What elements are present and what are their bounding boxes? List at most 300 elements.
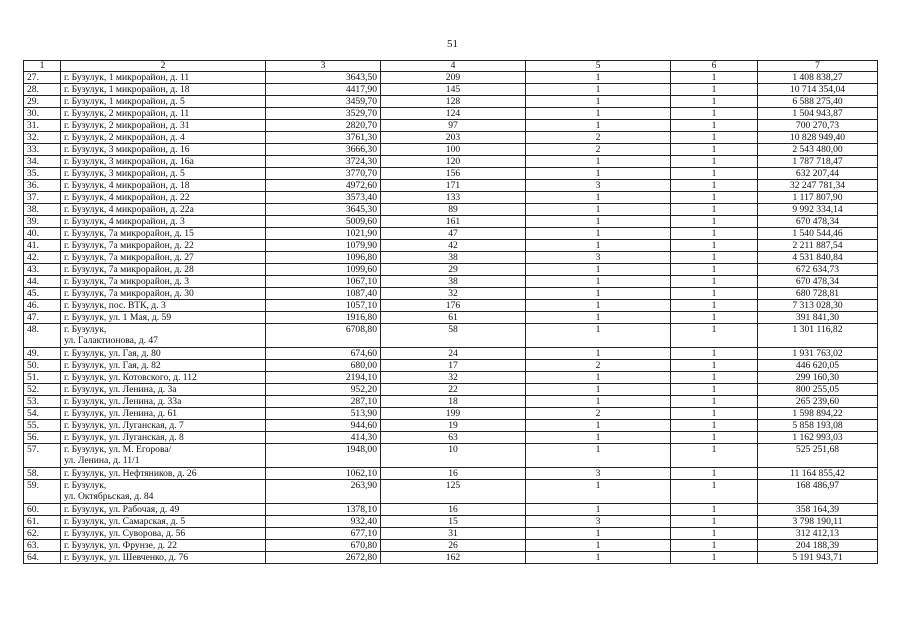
address-line: г. Бузулук, 4 микрорайон, д. 22 xyxy=(64,192,190,203)
column5-cell: 1 xyxy=(526,204,671,216)
address-cell xyxy=(61,72,266,84)
column6-cell: 1 xyxy=(671,96,758,108)
address-cell xyxy=(61,192,266,204)
address-line: г. Бузулук, ул. 1 Мая, д. 59 xyxy=(64,312,172,323)
cost-cell: 5 191 943,71 xyxy=(758,552,878,564)
area-cell: 3573,40 xyxy=(266,192,381,204)
table-row xyxy=(24,276,878,288)
column6-cell: 1 xyxy=(671,444,758,468)
column6-cell: 1 xyxy=(671,144,758,156)
column6-cell: 1 xyxy=(671,108,758,120)
count-cell: 47 xyxy=(381,228,526,240)
table-row xyxy=(24,504,878,516)
area-cell: 2194,10 xyxy=(266,372,381,384)
table-row xyxy=(24,84,878,96)
column6-cell: 1 xyxy=(671,216,758,228)
row-number-cell: 53. xyxy=(24,396,61,408)
address-line: г. Бузулук, ул. Шевченко, д. 76 xyxy=(64,552,189,563)
row-number-cell: 35. xyxy=(24,168,61,180)
row-number-cell: 27. xyxy=(24,72,61,84)
column5-cell: 1 xyxy=(526,444,671,468)
area-cell: 5009,60 xyxy=(266,216,381,228)
column6-cell: 1 xyxy=(671,408,758,420)
row-number-cell: 28. xyxy=(24,84,61,96)
area-cell: 952,20 xyxy=(266,384,381,396)
area-cell: 1378,10 xyxy=(266,504,381,516)
table-row xyxy=(24,108,878,120)
row-number-cell: 30. xyxy=(24,108,61,120)
cost-cell: 10 714 354,04 xyxy=(758,84,878,96)
table-row xyxy=(24,468,878,480)
address-line: г. Бузулук, 2 микрорайон, д. 4 xyxy=(64,132,185,143)
row-number-cell: 61. xyxy=(24,516,61,528)
address-line: г. Бузулук, 1 микрорайон, д. 11 xyxy=(64,72,190,83)
cost-cell: 265 239,60 xyxy=(758,396,878,408)
area-cell: 670,80 xyxy=(266,540,381,552)
address-cell xyxy=(61,540,266,552)
area-cell: 3761,30 xyxy=(266,132,381,144)
cost-cell: 1 301 116,82 xyxy=(758,324,878,348)
column5-cell: 3 xyxy=(526,468,671,480)
column5-cell: 1 xyxy=(526,168,671,180)
address-line: ул. Октябрьская, д. 84 xyxy=(64,491,154,502)
area-cell: 680,00 xyxy=(266,360,381,372)
column5-cell: 1 xyxy=(526,552,671,564)
address-cell xyxy=(61,408,266,420)
address-line: г. Бузулук, ул. М. Егорова/ xyxy=(64,444,172,455)
column5-cell: 3 xyxy=(526,516,671,528)
area-cell: 287,10 xyxy=(266,396,381,408)
column6-cell: 1 xyxy=(671,312,758,324)
address-line: г. Бузулук, 1 микрорайон, д. 18 xyxy=(64,84,190,95)
table-row xyxy=(24,324,878,348)
cost-cell: 1 931 763,02 xyxy=(758,348,878,360)
count-cell: 176 xyxy=(381,300,526,312)
column6-cell: 1 xyxy=(671,552,758,564)
area-cell: 1062,10 xyxy=(266,468,381,480)
address-line: г. Бузулук, ул. Фрунзе, д. 22 xyxy=(64,540,177,551)
column6-cell: 1 xyxy=(671,420,758,432)
address-cell xyxy=(61,288,266,300)
address-line: г. Бузулук, ул. Ленина, д. 3а xyxy=(64,384,177,395)
row-number-cell: 33. xyxy=(24,144,61,156)
column6-cell: 1 xyxy=(671,132,758,144)
column6-cell: 1 xyxy=(671,72,758,84)
cost-cell: 391 841,30 xyxy=(758,312,878,324)
address-cell xyxy=(61,240,266,252)
table-row xyxy=(24,384,878,396)
column6-cell: 1 xyxy=(671,480,758,504)
column-header: 1 xyxy=(24,61,61,72)
row-number-cell: 54. xyxy=(24,408,61,420)
area-cell: 677,10 xyxy=(266,528,381,540)
table-row xyxy=(24,480,878,504)
column6-cell: 1 xyxy=(671,300,758,312)
column5-cell: 2 xyxy=(526,360,671,372)
column5-cell: 2 xyxy=(526,144,671,156)
row-number-cell: 32. xyxy=(24,132,61,144)
address-line: г. Бузулук, 7а микрорайон, д. 3 xyxy=(64,276,190,287)
column5-cell: 1 xyxy=(526,432,671,444)
count-cell: 38 xyxy=(381,252,526,264)
table-row xyxy=(24,516,878,528)
row-number-cell: 60. xyxy=(24,504,61,516)
area-cell: 3770,70 xyxy=(266,168,381,180)
address-cell xyxy=(61,360,266,372)
area-cell: 1948,00 xyxy=(266,444,381,468)
housing-registry-table xyxy=(23,60,878,564)
cost-cell: 7 313 028,30 xyxy=(758,300,878,312)
address-line: г. Бузулук, 3 микрорайон, д. 16 xyxy=(64,144,190,155)
cost-cell: 312 412,13 xyxy=(758,528,878,540)
area-cell: 944,60 xyxy=(266,420,381,432)
address-cell xyxy=(61,384,266,396)
row-number-cell: 56. xyxy=(24,432,61,444)
cost-cell: 670 478,34 xyxy=(758,216,878,228)
address-line: г. Бузулук, 4 микрорайон, д. 18 xyxy=(64,180,190,191)
address-cell xyxy=(61,348,266,360)
column6-cell: 1 xyxy=(671,396,758,408)
column6-cell: 1 xyxy=(671,324,758,348)
count-cell: 100 xyxy=(381,144,526,156)
address-line: г. Бузулук, ул. Нефтяников, д. 26 xyxy=(64,468,197,479)
column5-cell: 1 xyxy=(526,156,671,168)
address-line: г. Бузулук, ул. Ленина, д. 33а xyxy=(64,396,182,407)
count-cell: 31 xyxy=(381,528,526,540)
count-cell: 156 xyxy=(381,168,526,180)
table-row xyxy=(24,552,878,564)
address-line: г. Бузулук, 4 микрорайон, д. 22а xyxy=(64,204,194,215)
address-line: г. Бузулук, ул. Ленина, д. 61 xyxy=(64,408,178,419)
column5-cell: 1 xyxy=(526,108,671,120)
address-line: г. Бузулук, 7а микрорайон, д. 27 xyxy=(64,252,194,263)
address-line: г. Бузулук, ул. Гая, д. 82 xyxy=(64,360,161,371)
address-cell xyxy=(61,204,266,216)
table-row xyxy=(24,360,878,372)
count-cell: 18 xyxy=(381,396,526,408)
column6-cell: 1 xyxy=(671,432,758,444)
address-cell xyxy=(61,432,266,444)
column5-cell: 1 xyxy=(526,504,671,516)
address-cell xyxy=(61,228,266,240)
address-cell xyxy=(61,156,266,168)
count-cell: 15 xyxy=(381,516,526,528)
cost-cell: 446 620,05 xyxy=(758,360,878,372)
address-cell xyxy=(61,120,266,132)
cost-cell: 2 211 887,54 xyxy=(758,240,878,252)
table-row xyxy=(24,168,878,180)
address-line: г. Бузулук, ул. Котовского, д. 112 xyxy=(64,372,197,383)
column6-cell: 1 xyxy=(671,468,758,480)
table-row xyxy=(24,372,878,384)
area-cell: 6708,80 xyxy=(266,324,381,348)
address-cell xyxy=(61,516,266,528)
column6-cell: 1 xyxy=(671,252,758,264)
column5-cell: 1 xyxy=(526,348,671,360)
area-cell: 513,90 xyxy=(266,408,381,420)
cost-cell: 3 798 190,11 xyxy=(758,516,878,528)
area-cell: 1096,80 xyxy=(266,252,381,264)
address-line: г. Бузулук, ул. Суворова, д. 56 xyxy=(64,528,186,539)
address-cell xyxy=(61,96,266,108)
column6-cell: 1 xyxy=(671,528,758,540)
table-row xyxy=(24,120,878,132)
table-row xyxy=(24,408,878,420)
count-cell: 124 xyxy=(381,108,526,120)
address-cell xyxy=(61,552,266,564)
column6-cell: 1 xyxy=(671,360,758,372)
area-cell: 1099,60 xyxy=(266,264,381,276)
column5-cell: 1 xyxy=(526,528,671,540)
row-number-cell: 57. xyxy=(24,444,61,468)
cost-cell: 680 728,81 xyxy=(758,288,878,300)
table-row xyxy=(24,264,878,276)
column6-cell: 1 xyxy=(671,120,758,132)
address-line: г. Бузулук, 7а микрорайон, д. 30 xyxy=(64,288,194,299)
count-cell: 32 xyxy=(381,288,526,300)
column-header: 7 xyxy=(758,61,878,72)
address-cell xyxy=(61,264,266,276)
count-cell: 61 xyxy=(381,312,526,324)
column6-cell: 1 xyxy=(671,372,758,384)
table-row xyxy=(24,204,878,216)
table-row xyxy=(24,180,878,192)
count-cell: 26 xyxy=(381,540,526,552)
row-number-cell: 46. xyxy=(24,300,61,312)
address-line: г. Бузулук, 7а микрорайон, д. 28 xyxy=(64,264,194,275)
column6-cell: 1 xyxy=(671,84,758,96)
address-line: г. Бузулук, 1 микрорайон, д. 5 xyxy=(64,96,185,107)
column6-cell: 1 xyxy=(671,348,758,360)
column5-cell: 1 xyxy=(526,120,671,132)
row-number-cell: 58. xyxy=(24,468,61,480)
cost-cell: 6 588 275,40 xyxy=(758,96,878,108)
address-cell xyxy=(61,108,266,120)
count-cell: 16 xyxy=(381,504,526,516)
address-cell xyxy=(61,504,266,516)
column5-cell: 1 xyxy=(526,312,671,324)
address-line: г. Бузулук, ул. Самарская, д. 5 xyxy=(64,516,186,527)
address-line: г. Бузулук, xyxy=(64,480,107,491)
column5-cell: 1 xyxy=(526,372,671,384)
row-number-cell: 41. xyxy=(24,240,61,252)
address-cell xyxy=(61,180,266,192)
column6-cell: 1 xyxy=(671,288,758,300)
table-row xyxy=(24,96,878,108)
cost-cell: 299 160,30 xyxy=(758,372,878,384)
count-cell: 24 xyxy=(381,348,526,360)
count-cell: 16 xyxy=(381,468,526,480)
column5-cell: 1 xyxy=(526,216,671,228)
column-header: 6 xyxy=(671,61,758,72)
row-number-cell: 55. xyxy=(24,420,61,432)
address-cell xyxy=(61,252,266,264)
area-cell: 1057,10 xyxy=(266,300,381,312)
area-cell: 3643,50 xyxy=(266,72,381,84)
row-number-cell: 42. xyxy=(24,252,61,264)
address-line: г. Бузулук, 7а микрорайон, д. 22 xyxy=(64,240,194,251)
cost-cell: 1 787 718,47 xyxy=(758,156,878,168)
area-cell: 4972,60 xyxy=(266,180,381,192)
cost-cell: 5 858 193,08 xyxy=(758,420,878,432)
column6-cell: 1 xyxy=(671,180,758,192)
table-row xyxy=(24,312,878,324)
count-cell: 42 xyxy=(381,240,526,252)
column5-cell: 1 xyxy=(526,192,671,204)
cost-cell: 168 486,97 xyxy=(758,480,878,504)
cost-cell: 1 408 838,27 xyxy=(758,72,878,84)
area-cell: 674,60 xyxy=(266,348,381,360)
address-line: г. Бузулук, ул. Рабочая, д. 49 xyxy=(64,504,180,515)
address-cell xyxy=(61,468,266,480)
table-row xyxy=(24,228,878,240)
address-cell xyxy=(61,480,266,504)
column6-cell: 1 xyxy=(671,156,758,168)
column5-cell: 1 xyxy=(526,300,671,312)
column5-cell: 1 xyxy=(526,288,671,300)
row-number-cell: 50. xyxy=(24,360,61,372)
address-line: ул. Ленина, д. 11/1 xyxy=(64,455,140,466)
address-cell xyxy=(61,132,266,144)
area-cell: 2672,80 xyxy=(266,552,381,564)
cost-cell: 1 504 943,87 xyxy=(758,108,878,120)
column6-cell: 1 xyxy=(671,192,758,204)
table-row xyxy=(24,420,878,432)
table-row xyxy=(24,132,878,144)
table-row xyxy=(24,540,878,552)
count-cell: 58 xyxy=(381,324,526,348)
count-cell: 29 xyxy=(381,264,526,276)
column5-cell: 1 xyxy=(526,84,671,96)
address-cell xyxy=(61,528,266,540)
column6-cell: 1 xyxy=(671,540,758,552)
area-cell: 1079,90 xyxy=(266,240,381,252)
column-header: 4 xyxy=(381,61,526,72)
column6-cell: 1 xyxy=(671,240,758,252)
area-cell: 3666,30 xyxy=(266,144,381,156)
column5-cell: 3 xyxy=(526,180,671,192)
area-cell: 1087,40 xyxy=(266,288,381,300)
count-cell: 32 xyxy=(381,372,526,384)
column5-cell: 1 xyxy=(526,72,671,84)
column5-cell: 1 xyxy=(526,396,671,408)
area-cell: 1916,80 xyxy=(266,312,381,324)
column5-cell: 2 xyxy=(526,132,671,144)
count-cell: 120 xyxy=(381,156,526,168)
row-number-cell: 49. xyxy=(24,348,61,360)
area-cell: 3645,30 xyxy=(266,204,381,216)
area-cell: 3459,70 xyxy=(266,96,381,108)
cost-cell: 4 531 840,84 xyxy=(758,252,878,264)
column6-cell: 1 xyxy=(671,264,758,276)
address-cell xyxy=(61,324,266,348)
cost-cell: 204 188,39 xyxy=(758,540,878,552)
cost-cell: 672 634,73 xyxy=(758,264,878,276)
cost-cell: 800 255,05 xyxy=(758,384,878,396)
column6-cell: 1 xyxy=(671,504,758,516)
count-cell: 133 xyxy=(381,192,526,204)
column5-cell: 1 xyxy=(526,264,671,276)
cost-cell: 1 117 807,90 xyxy=(758,192,878,204)
column-header: 5 xyxy=(526,61,671,72)
column5-cell: 1 xyxy=(526,324,671,348)
address-line: ул. Галактионова, д. 47 xyxy=(64,335,158,346)
cost-cell: 525 251,68 xyxy=(758,444,878,468)
row-number-cell: 62. xyxy=(24,528,61,540)
count-cell: 89 xyxy=(381,204,526,216)
row-number-cell: 44. xyxy=(24,276,61,288)
area-cell: 3724,30 xyxy=(266,156,381,168)
address-line: г. Бузулук, 7а микрорайон, д. 15 xyxy=(64,228,194,239)
table-row xyxy=(24,396,878,408)
count-cell: 171 xyxy=(381,180,526,192)
address-line: г. Бузулук, ул. Луганская, д. 8 xyxy=(64,432,184,443)
table-row xyxy=(24,444,878,468)
table-row xyxy=(24,216,878,228)
address-cell xyxy=(61,372,266,384)
row-number-cell: 48. xyxy=(24,324,61,348)
address-cell xyxy=(61,84,266,96)
address-cell xyxy=(61,420,266,432)
row-number-cell: 37. xyxy=(24,192,61,204)
table-row xyxy=(24,288,878,300)
table-row xyxy=(24,528,878,540)
table-row xyxy=(24,156,878,168)
column6-cell: 1 xyxy=(671,168,758,180)
count-cell: 125 xyxy=(381,480,526,504)
count-cell: 19 xyxy=(381,420,526,432)
address-line: г. Бузулук, ул. Луганская, д. 7 xyxy=(64,420,184,431)
address-line: г. Бузулук, 2 микрорайон, д. 11 xyxy=(64,108,190,119)
count-cell: 145 xyxy=(381,84,526,96)
column5-cell: 1 xyxy=(526,276,671,288)
count-cell: 63 xyxy=(381,432,526,444)
column5-cell: 1 xyxy=(526,96,671,108)
table-row xyxy=(24,348,878,360)
table-row xyxy=(24,240,878,252)
cost-cell: 11 164 855,42 xyxy=(758,468,878,480)
column6-cell: 1 xyxy=(671,204,758,216)
row-number-cell: 59. xyxy=(24,480,61,504)
address-cell xyxy=(61,312,266,324)
cost-cell: 700 270,73 xyxy=(758,120,878,132)
address-line: г. Бузулук, 4 микрорайон, д. 3 xyxy=(64,216,185,227)
count-cell: 10 xyxy=(381,444,526,468)
address-line: г. Бузулук, пос. ВТК, д. 3 xyxy=(64,300,166,311)
area-cell: 263,90 xyxy=(266,480,381,504)
table-row xyxy=(24,432,878,444)
column5-cell: 3 xyxy=(526,252,671,264)
area-cell: 4417,90 xyxy=(266,84,381,96)
cost-cell: 1 162 993,03 xyxy=(758,432,878,444)
column-number-header xyxy=(24,61,878,72)
column5-cell: 1 xyxy=(526,240,671,252)
address-line: г. Бузулук, 3 микрорайон, д. 16а xyxy=(64,156,194,167)
row-number-cell: 63. xyxy=(24,540,61,552)
cost-cell: 2 543 480,00 xyxy=(758,144,878,156)
address-cell xyxy=(61,444,266,468)
row-number-cell: 64. xyxy=(24,552,61,564)
count-cell: 17 xyxy=(381,360,526,372)
area-cell: 414,30 xyxy=(266,432,381,444)
area-cell: 1067,10 xyxy=(266,276,381,288)
column5-cell: 1 xyxy=(526,540,671,552)
cost-cell: 10 828 949,40 xyxy=(758,132,878,144)
count-cell: 199 xyxy=(381,408,526,420)
column6-cell: 1 xyxy=(671,516,758,528)
row-number-cell: 45. xyxy=(24,288,61,300)
column5-cell: 1 xyxy=(526,420,671,432)
